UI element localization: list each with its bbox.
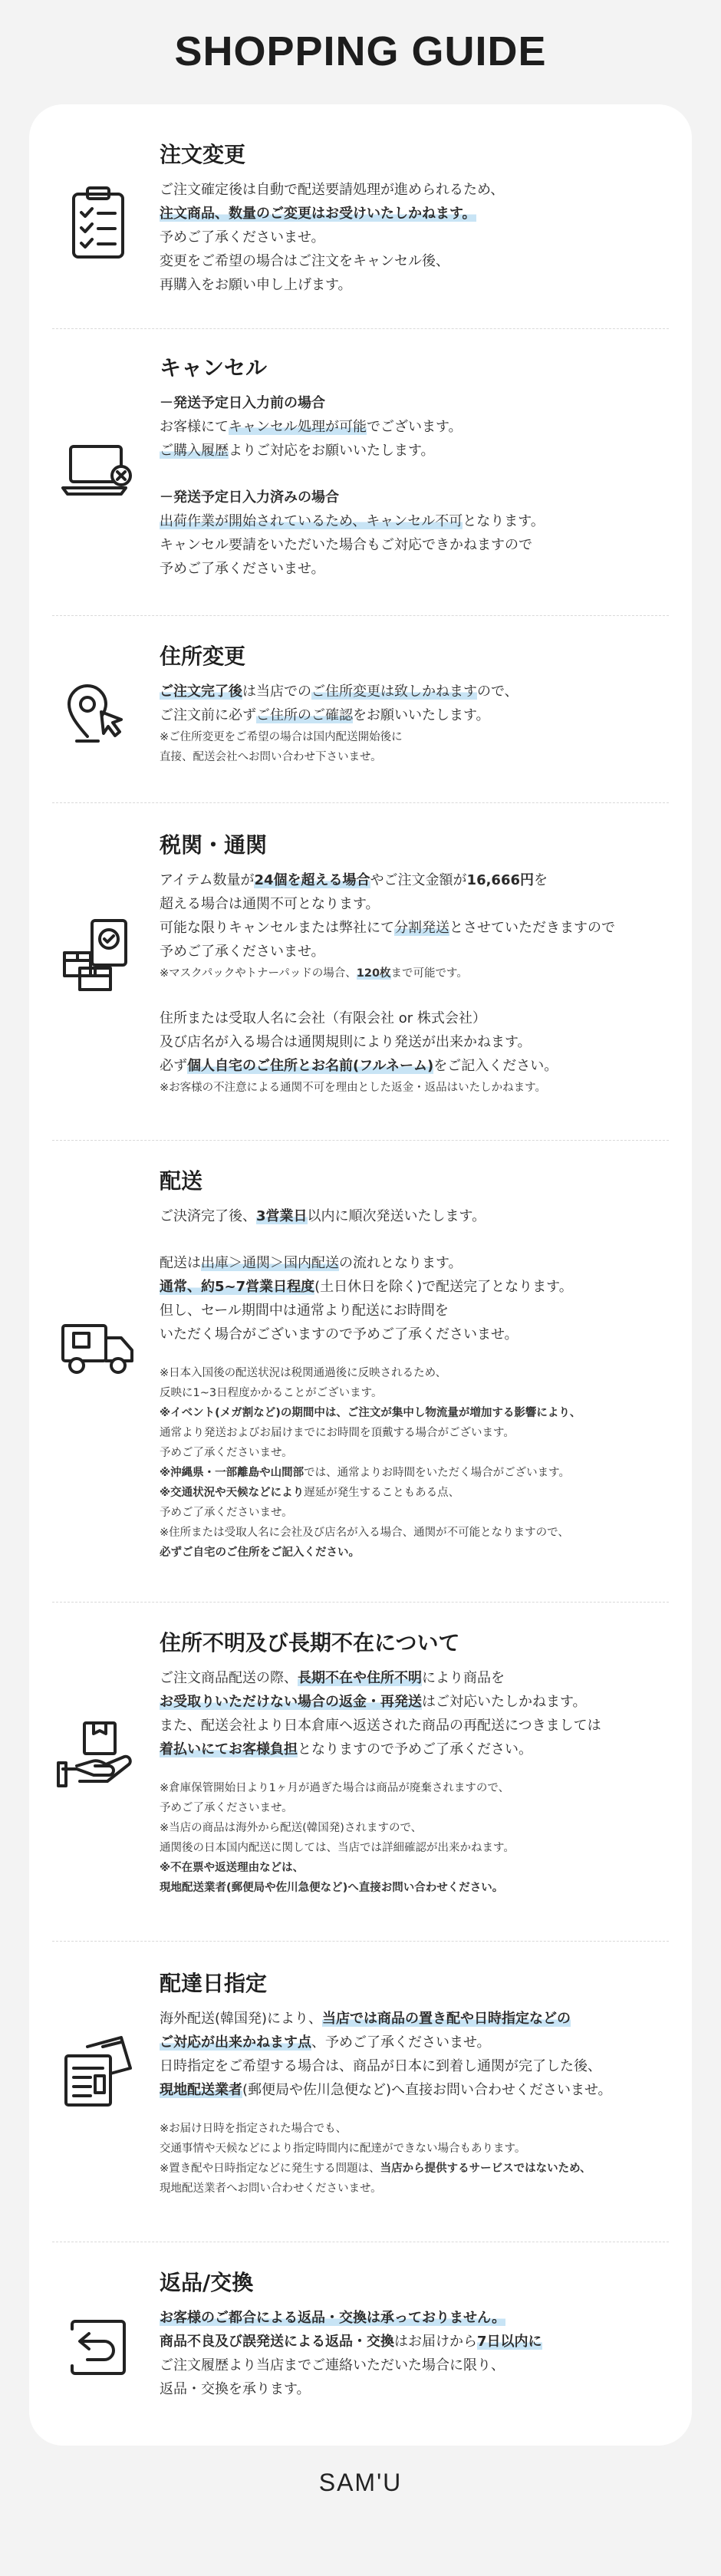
highlight-text: お客様のご都合による返品・交換は承っておりません。 bbox=[160, 2310, 506, 2326]
note-line: 反映に1~3日程度かかることがございます。 bbox=[160, 1387, 383, 1399]
customs-boxes-icon bbox=[57, 913, 140, 996]
body-line: 予めご了承くださいませ。 bbox=[160, 944, 325, 960]
note-line: ※お客様の不注意による通関不可を理由とした返金・返品はいたしかねます。 bbox=[160, 1082, 546, 1094]
body-text: (郵便局や佐川急便など)へ直接お問い合わせくださいませ。 bbox=[242, 2082, 612, 2098]
note-line: ※ご住所変更をご希望の場合は国内配送開始後に bbox=[160, 731, 403, 743]
section-heading: 住所変更 bbox=[160, 644, 246, 669]
highlight-text: ご住所のご確認 bbox=[256, 707, 353, 723]
page-title: SHOPPING GUIDE bbox=[174, 28, 547, 74]
body-text: ご決済完了後、 bbox=[160, 1208, 256, 1224]
clipboard-checklist-icon bbox=[57, 182, 140, 265]
body-text: 可能な限りキャンセルまたは弊社にて bbox=[160, 920, 394, 936]
body-text: 配送は bbox=[160, 1255, 201, 1271]
body-text: とさせていただきますので bbox=[449, 920, 615, 936]
note-text: まで可能です。 bbox=[390, 967, 468, 980]
section-heading: 配送 bbox=[160, 1168, 203, 1194]
highlight-text: 長期不在や住所不明 bbox=[298, 1670, 422, 1686]
highlight-text: お受取りいただけない場合の返金・再発送 bbox=[160, 1694, 422, 1710]
highlight-text: 出荷作業が開始されているため、キャンセル不可 bbox=[160, 513, 463, 529]
body-line: 再購入をお願い申し上げます。 bbox=[160, 277, 352, 293]
bold-text: ※沖縄県・一部離島や山間部 bbox=[160, 1467, 305, 1479]
body-text: お客様にて bbox=[160, 419, 229, 435]
body-line: 予めご了承くださいませ。 bbox=[160, 561, 325, 577]
note-line: 予めご了承くださいませ。 bbox=[160, 1802, 293, 1814]
note-line: 交通事情や天候などにより指定時間内に配達ができない場合もあります。 bbox=[160, 2143, 526, 2155]
divider bbox=[52, 328, 669, 329]
body-text: よりご対応をお願いいたします。 bbox=[229, 443, 435, 459]
highlight-text: ご注文完了後 bbox=[160, 684, 242, 700]
note-line: 直接、配送会社へお問い合わせ下さいませ。 bbox=[160, 751, 382, 763]
body-line: 日時指定をご希望する場合は、商品が日本に到着し通関が完了した後、 bbox=[160, 2058, 601, 2074]
note-line: 予めご了承くださいませ。 bbox=[160, 1447, 293, 1459]
section-heading: 税関・通関 bbox=[160, 832, 268, 858]
body-text: を bbox=[534, 872, 548, 888]
highlight-text: 現地配送業者 bbox=[160, 2082, 242, 2098]
section-heading: 返品/交換 bbox=[160, 2270, 254, 2295]
body-text: はお届けから bbox=[394, 2334, 477, 2350]
bold-text: 商品不良及び誤発送による返品・交換 bbox=[160, 2334, 394, 2350]
highlight-text: キャンセル処理が可能 bbox=[229, 419, 367, 435]
body-text: となりますので予めご了承ください。 bbox=[298, 1741, 532, 1757]
body-text: はご対応いたしかねます。 bbox=[422, 1694, 587, 1710]
highlight-text: ご対応が出来かねます点 bbox=[160, 2034, 311, 2051]
note-text: ※マスクパックやトナーパッドの場合、 bbox=[160, 967, 357, 980]
highlight-text: 24個を超える場合 bbox=[254, 872, 370, 888]
body-line: 予めご了承くださいませ。 bbox=[160, 229, 325, 245]
highlight-text: ご住所変更は致しかねます bbox=[311, 684, 477, 700]
body-line: また、配送会社より日本倉庫へ返送された商品の再配送につきましては bbox=[160, 1718, 601, 1734]
brand-logo: SAM'U bbox=[318, 2469, 403, 2496]
bold-text: ※交通状況や天候などにより bbox=[160, 1487, 305, 1499]
hand-package-icon bbox=[57, 1712, 140, 1795]
note-line: 通常より発送およびお届けまでにお時間を頂戴する場合がございます。 bbox=[160, 1427, 515, 1439]
highlight-text: 分割発送 bbox=[394, 920, 449, 936]
body-text: の流れとなります。 bbox=[339, 1255, 463, 1271]
note-line: ※お届け日時を指定された場合でも、 bbox=[160, 2123, 347, 2135]
body-text: をお願いいたします。 bbox=[353, 707, 490, 723]
sub-heading: －発送予定日入力前の場合 bbox=[160, 395, 325, 411]
highlight-text: 出庫＞通関＞国内配送 bbox=[201, 1255, 339, 1271]
note-line: 必ずご自宅のご住所をご記入ください。 bbox=[160, 1547, 360, 1559]
divider bbox=[52, 1941, 669, 1942]
body-text: ご注文商品配送の際、 bbox=[160, 1670, 298, 1686]
section-heading: キャンセル bbox=[160, 355, 268, 380]
note-line: ※日本入国後の配送状況は税関通過後に反映されるため、 bbox=[160, 1367, 447, 1379]
highlight-text: 着払いにてお客様負担 bbox=[160, 1741, 298, 1757]
highlight-text: 通常、約5~7営業日程度 bbox=[160, 1279, 315, 1295]
body-line: 返品・交換を承ります。 bbox=[160, 2381, 311, 2397]
body-line: ご注文履歴より当店までご連絡いただいた場合に限り、 bbox=[160, 2357, 505, 2373]
highlight-text: ご購入履歴 bbox=[160, 443, 229, 459]
divider bbox=[52, 802, 669, 803]
body-line: 但し、セール期間中は通常より配送にお時間を bbox=[160, 1303, 449, 1319]
highlight-text: 個人自宅のご住所とお名前(フルネーム) bbox=[187, 1058, 434, 1074]
divider bbox=[52, 1140, 669, 1141]
body-line: 及び店名が入る場合は通関規則により発送が出来かねます。 bbox=[160, 1034, 532, 1050]
calendar-invoice-icon bbox=[57, 2030, 140, 2113]
body-line: ご注文確定後は自動で配送要請処理が進められるため、 bbox=[160, 182, 505, 198]
note-line: ※住所または受取人名に会社及び店名が入る場合、通関が不可能となりますので、 bbox=[160, 1527, 569, 1539]
note-text: ※置き配や日時指定などに発生する問題は、 bbox=[160, 2163, 380, 2175]
body-line: いただく場合がございますので予めご了承くださいませ。 bbox=[160, 1326, 519, 1342]
note-line: ※倉庫保管開始日より1ヶ月が過ぎた場合は商品が廃棄されますので、 bbox=[160, 1782, 510, 1794]
body-text: により商品を bbox=[422, 1670, 505, 1686]
location-pin-cursor-icon bbox=[57, 672, 140, 755]
delivery-truck-icon bbox=[57, 1304, 140, 1387]
highlight-text: 120枚 bbox=[356, 967, 391, 980]
highlight-text: 3営業日 bbox=[256, 1208, 308, 1224]
highlight-text: 当店では商品の置き配や日時指定などの bbox=[322, 2011, 571, 2027]
body-text: ご注文前に必ず bbox=[160, 707, 256, 723]
note-line: ※不在票や返送理由などは、 bbox=[160, 1862, 305, 1874]
body-text: をご記入ください。 bbox=[433, 1058, 558, 1074]
sub-heading: －発送予定日入力済みの場合 bbox=[160, 489, 339, 506]
body-text: やご注文金額が bbox=[370, 872, 467, 888]
divider bbox=[52, 1602, 669, 1603]
note-line: 現地配送業者(郵便局や佐川急便など)へ直接お問い合わせください。 bbox=[160, 1882, 504, 1894]
note-text: では、通常よりお時間をいただく場合がございます。 bbox=[304, 1467, 570, 1479]
body-line: キャンセル要請をいただいた場合もご対応できかねますので bbox=[160, 537, 532, 553]
body-text: となります。 bbox=[463, 513, 545, 529]
body-text: ので、 bbox=[477, 684, 519, 700]
section-heading: 注文変更 bbox=[160, 142, 246, 167]
body-line: 変更をご希望の場合はご注文をキャンセル後、 bbox=[160, 253, 449, 269]
body-line: 住所または受取人名に会社（有限会社 or 株式会社） bbox=[160, 1010, 486, 1026]
body-text: 、予めご了承くださいませ。 bbox=[311, 2034, 491, 2051]
return-exchange-icon bbox=[57, 2306, 140, 2389]
highlight-text: 7日以内に bbox=[477, 2334, 542, 2350]
note-line: 予めご了承くださいませ。 bbox=[160, 1507, 293, 1519]
body-text: 海外配送(韓国発)により、 bbox=[160, 2011, 323, 2027]
bold-text: 16,666円 bbox=[466, 872, 535, 888]
note-line: 現地配送業者へお問い合わせくださいませ。 bbox=[160, 2182, 382, 2195]
body-text: 必ず bbox=[160, 1058, 187, 1074]
note-line: 通関後の日本国内配送に関しては、当店では詳細確認が出来かねます。 bbox=[160, 1842, 515, 1854]
body-text: (土日休日を除く)で配送完了となります。 bbox=[314, 1279, 573, 1295]
body-text: は当店での bbox=[242, 684, 311, 700]
laptop-cancel-icon bbox=[57, 430, 140, 512]
note-text: 遅延が発生することもある点、 bbox=[304, 1487, 460, 1499]
note-line: ※イベント(メガ割など)の期間中は、ご注文が集中し物流量が増加する影響により、 bbox=[160, 1407, 581, 1419]
body-line: 超える場合は通関不可となります。 bbox=[160, 896, 380, 912]
body-text: アイテム数量が bbox=[160, 872, 255, 888]
note-line: ※当店の商品は海外から配送(韓国発)されますので、 bbox=[160, 1822, 423, 1834]
highlight-text: 注文商品、数量のご変更はお受けいたしかねます。 bbox=[160, 206, 476, 222]
section-heading: 配達日指定 bbox=[160, 1971, 268, 1996]
body-text: でございます。 bbox=[367, 419, 463, 435]
divider bbox=[52, 615, 669, 616]
bold-text: 当店から提供するサービスではないため、 bbox=[380, 2163, 591, 2175]
section-heading: 住所不明及び長期不在について bbox=[160, 1630, 460, 1655]
body-text: 以内に順次発送いたします。 bbox=[307, 1208, 486, 1224]
